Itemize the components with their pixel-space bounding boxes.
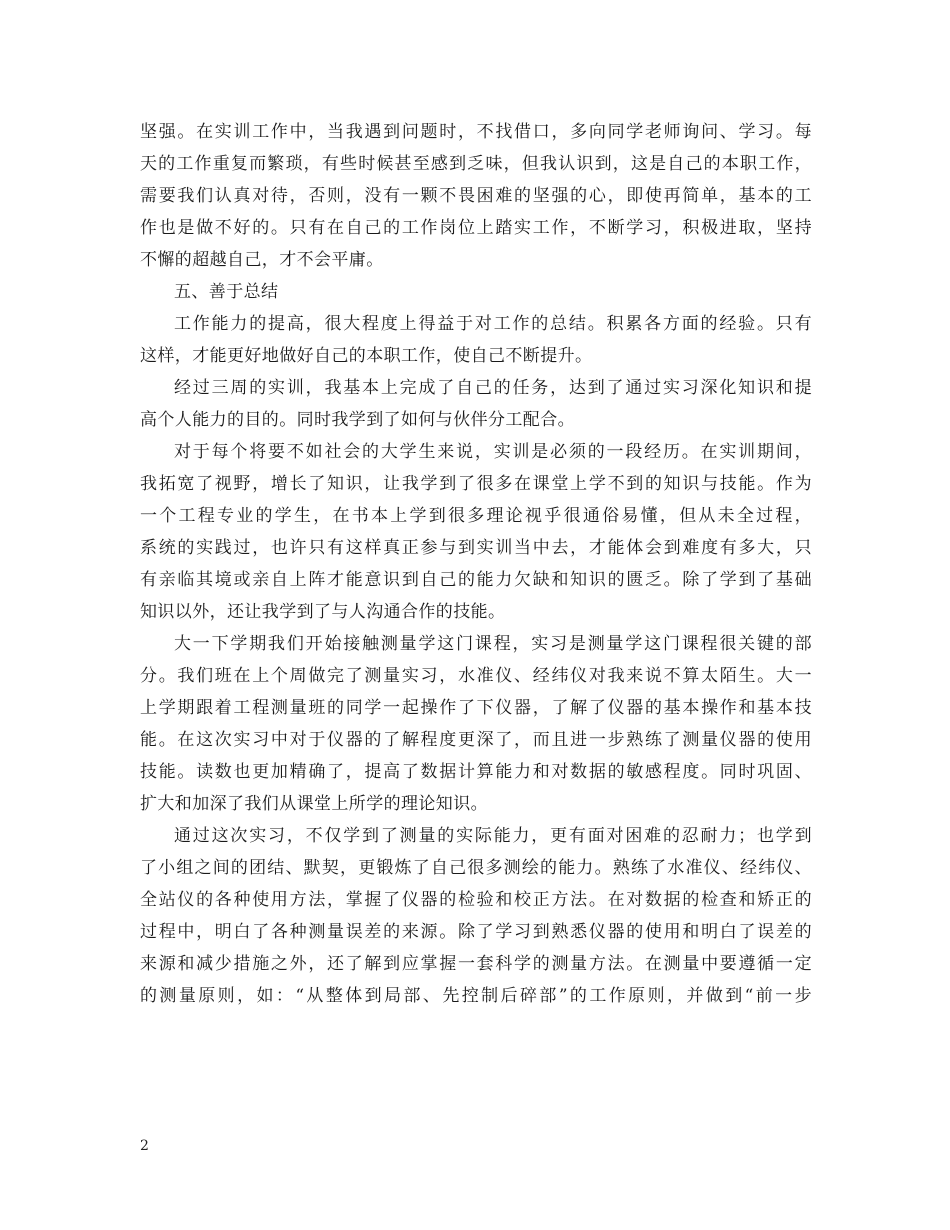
text-line: 通过这次实习，不仅学到了测量的实际能力，更有面对困难的忍耐力；也学到: [174, 826, 812, 846]
text-line: 系统的实践过，也许只有这样真正参与到实训当中去，才能体会到难度有多大，只: [140, 538, 812, 558]
page-number: 2: [140, 1138, 149, 1154]
text-line: 不懈的超越自己，才不会平庸。: [140, 250, 384, 270]
text-line: 能。在这次实习中对于仪器的了解程度更深了，而且进一步熟练了测量仪器的使用: [140, 730, 812, 750]
text-line: 一个工程专业的学生，在书本上学到很多理论视乎很通俗易懂，但从未全过程，: [140, 506, 812, 526]
text-line: 这样，才能更好地做好自己的本职工作，使自己不断提升。: [140, 346, 593, 366]
body-text: [140, 116, 812, 1012]
text-line: 经过三周的实训，我基本上完成了自己的任务，达到了通过实习深化知识和提: [174, 378, 812, 398]
text-line: 知识以外，还让我学到了与人沟通合作的技能。: [140, 602, 506, 622]
text-line: 过程中，明白了各种测量误差的来源。除了学习到熟悉仪器的使用和明白了误差的: [140, 922, 812, 942]
text-line: 高个人能力的目的。同时我学到了如何与伙伴分工配合。: [140, 410, 575, 430]
text-line: 分。我们班在上个周做完了测量实习，水准仪、经纬仪对我来说不算太陌生。大一: [140, 666, 812, 686]
text-line: 大一下学期我们开始接触测量学这门课程，实习是测量学这门课程很关键的部: [174, 634, 812, 654]
text-line: 扩大和加深了我们从课堂上所学的理论知识。: [140, 794, 488, 814]
text-line: 五、善于总结: [174, 282, 279, 302]
text-line: 对于每个将要不如社会的大学生来说，实训是必须的一段经历。在实训期间，: [174, 442, 812, 462]
text-line: 全站仪的各种使用方法，掌握了仪器的检验和校正方法。在对数据的检查和矫正的: [140, 890, 812, 910]
text-line: 的测量原则，如：“从整体到局部、先控制后碎部”的工作原则，并做到“前一步: [140, 986, 812, 1006]
text-line: 有亲临其境或亲自上阵才能意识到自己的能力欠缺和知识的匮乏。除了学到了基础: [140, 570, 812, 590]
text-line: 作也是做不好的。只有在自己的工作岗位上踏实工作，不断学习，积极进取，坚持: [140, 218, 812, 238]
text-line: 我拓宽了视野，增长了知识，让我学到了很多在课堂上学不到的知识与技能。作为: [140, 474, 812, 494]
text-line: 天的工作重复而繁琐，有些时候甚至感到乏味，但我认识到，这是自己的本职工作，: [140, 154, 812, 174]
text-line: 来源和减少措施之外，还了解到应掌握一套科学的测量方法。在测量中要遵循一定: [140, 954, 812, 974]
text-line: 了小组之间的团结、默契，更锻炼了自己很多测绘的能力。熟练了水准仪、经纬仪、: [140, 858, 812, 878]
text-line: 工作能力的提高，很大程度上得益于对工作的总结。积累各方面的经验。只有: [174, 314, 812, 334]
text-line: 上学期跟着工程测量班的同学一起操作了下仪器，了解了仪器的基本操作和基本技: [140, 698, 812, 718]
text-line: 技能。读数也更加精确了，提高了数据计算能力和对数据的敏感程度。同时巩固、: [140, 762, 812, 782]
text-line: 需要我们认真对待，否则，没有一颗不畏困难的坚强的心，即使再简单，基本的工: [140, 186, 812, 206]
text-line: 坚强。在实训工作中，当我遇到问题时，不找借口，多向同学老师询问、学习。每: [140, 122, 812, 142]
